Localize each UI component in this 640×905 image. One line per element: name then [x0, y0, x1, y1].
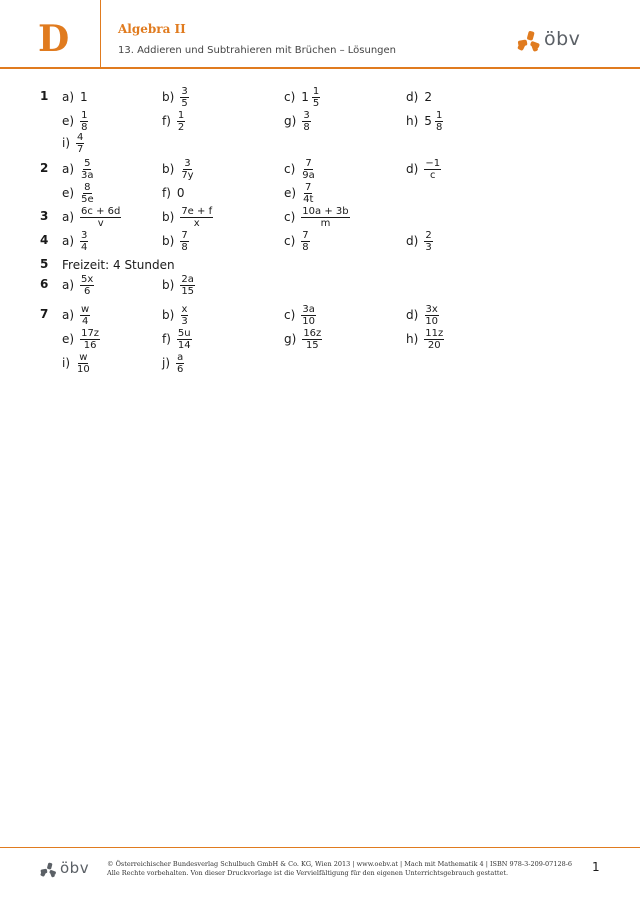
answer-item — [62, 270, 94, 300]
answer-label: a) — [62, 308, 75, 322]
fraction-numerator: −1 — [425, 157, 441, 169]
fraction-denominator: v — [97, 217, 104, 229]
answer-label: c) — [284, 90, 296, 104]
fraction-numerator: w — [81, 303, 90, 315]
answer-label: f) — [162, 332, 171, 346]
fraction-numerator: 2 — [425, 229, 432, 241]
page-number: 1 — [592, 860, 600, 874]
exercise-row — [40, 270, 600, 300]
answer-label: f) — [162, 114, 171, 128]
fraction — [180, 274, 195, 297]
oebv-star-icon — [40, 862, 57, 879]
answer-label: g) — [284, 114, 297, 128]
exercise-number: 4 — [40, 233, 49, 247]
answer-label: b) — [162, 278, 175, 292]
fraction-denominator: 5e — [81, 193, 94, 205]
answer-label: a) — [62, 210, 75, 224]
answer-label: i) — [62, 136, 71, 150]
fraction-numerator: 7 — [302, 229, 309, 241]
answer-label: h) — [406, 114, 419, 128]
fraction-numerator: 17z — [81, 327, 100, 339]
answer-label: e) — [62, 114, 75, 128]
exercise-number: 5 — [40, 257, 49, 271]
fraction-denominator: 4t — [303, 193, 314, 205]
answer-label: d) — [406, 308, 419, 322]
fraction-numerator: 3 — [303, 109, 310, 121]
fraction-denominator: 8 — [81, 121, 88, 133]
fraction-denominator: 20 — [427, 339, 441, 351]
fraction-numerator: 7 — [181, 229, 188, 241]
fraction-denominator: 10 — [425, 315, 439, 327]
fraction-denominator: 3 — [181, 315, 188, 327]
answer-label: d) — [406, 234, 419, 248]
oebv-star-icon — [517, 30, 541, 54]
fraction-denominator: 5 — [312, 97, 320, 109]
fraction — [76, 132, 84, 155]
answer-label: c) — [284, 234, 296, 248]
fraction-denominator: 7y — [181, 169, 194, 181]
fraction-denominator: 4 — [81, 315, 89, 327]
mixed-number-whole: 5 — [424, 114, 432, 128]
header-divider — [100, 0, 101, 67]
fraction-denominator: 8 — [303, 121, 310, 133]
answer-label: c) — [284, 210, 296, 224]
fraction-numerator: 8 — [84, 181, 91, 193]
fraction-denominator: 7 — [77, 143, 84, 155]
answer-label: f) — [162, 186, 171, 200]
fraction-denominator: 14 — [177, 339, 191, 351]
exercise-number: 6 — [40, 277, 49, 291]
fraction-numerator: 11z — [425, 327, 444, 339]
logo-wordmark: öbv — [60, 859, 90, 877]
answer-label: a) — [62, 234, 75, 248]
fraction-denominator: c — [429, 169, 436, 181]
exercise-number: 2 — [40, 161, 49, 175]
logo-wordmark: öbv — [544, 28, 581, 50]
answer-label: b) — [162, 210, 175, 224]
answer-value: Freizeit: 4 Stunden — [62, 258, 175, 272]
fraction-numerator: 3 — [181, 85, 188, 97]
mixed-number-whole: 1 — [301, 90, 309, 104]
fraction-denominator: 8 — [181, 241, 188, 253]
fraction-denominator: 10 — [302, 315, 316, 327]
answer-value: 0 — [176, 186, 185, 200]
answer-label: d) — [406, 90, 419, 104]
footer-line-2: Alle Rechte vorbehalten. Von dieser Druckvorlage ist die Vervielfältigung für den eigenen Unterrichtsgebrauch gestattet. — [107, 869, 509, 877]
answer-value: 2 — [424, 90, 432, 104]
fraction-numerator: 4 — [77, 131, 84, 143]
fraction-numerator: 7e + f — [181, 205, 213, 217]
fraction-numerator: w — [79, 351, 88, 363]
fraction-numerator: 1 — [312, 85, 320, 97]
footer-line-1: © Österreichischer Bundesverlag Schulbuch GmbH & Co. KG, Wien 2013 | www.oebv.at | Mach mit Mathematik 4 | ISBN 978-3-209-07128-6 — [107, 860, 573, 868]
fraction-denominator: 15 — [181, 285, 195, 297]
answer-label: e) — [62, 186, 75, 200]
fraction-denominator: 6 — [84, 285, 91, 297]
answer-label: b) — [162, 308, 175, 322]
fraction-denominator: x — [193, 217, 200, 229]
exercise-number: 7 — [40, 307, 49, 321]
fraction-denominator: 5 — [181, 97, 188, 109]
fraction-numerator: 5 — [84, 157, 91, 169]
fraction-numerator: 5u — [177, 327, 191, 339]
answer-label: b) — [162, 162, 175, 176]
answer-item — [162, 348, 184, 378]
fraction-numerator: 3x — [425, 303, 438, 315]
fraction-numerator: 3 — [81, 229, 88, 241]
fraction-numerator: 2a — [181, 273, 194, 285]
fraction-numerator: 10a + 3b — [302, 205, 349, 217]
answer-label: h) — [406, 332, 419, 346]
chapter-letter: D — [38, 18, 70, 60]
fraction-numerator: x — [181, 303, 188, 315]
header-rule — [0, 67, 640, 69]
fraction-denominator: 6 — [177, 363, 184, 375]
answer-label: g) — [284, 332, 297, 346]
answer-label: j) — [162, 356, 171, 370]
fraction — [176, 352, 184, 375]
answer-label: d) — [406, 162, 419, 176]
fraction-numerator: 16z — [303, 327, 322, 339]
fraction-denominator: 2 — [177, 121, 185, 133]
answer-value: 1 — [80, 90, 88, 104]
exercise-number: 3 — [40, 209, 49, 223]
fraction-denominator: 3a — [81, 169, 94, 181]
answer-label: a) — [62, 90, 75, 104]
fraction-numerator: a — [177, 351, 184, 363]
answer-label: a) — [62, 162, 75, 176]
fraction-numerator: 1 — [81, 109, 88, 121]
fraction-denominator: 15 — [305, 339, 319, 351]
fraction-numerator: 3a — [302, 303, 315, 315]
fraction-numerator: 1 — [435, 109, 443, 121]
answer-label: b) — [162, 234, 175, 248]
footer-rule — [0, 847, 640, 848]
page-subtitle: 13. Addieren und Subtrahieren mit Brüchen – Lösungen — [118, 45, 397, 56]
answer-label: c) — [284, 162, 296, 176]
fraction-denominator: 3 — [425, 241, 432, 253]
answer-item — [162, 270, 195, 300]
exercise-row — [40, 348, 600, 378]
answer-label: c) — [284, 308, 296, 322]
footer-copyright — [107, 860, 572, 878]
fraction-denominator: m — [320, 217, 331, 229]
answer-label: e) — [284, 186, 297, 200]
exercise-number: 1 — [40, 89, 49, 103]
fraction-numerator: 6c + 6d — [81, 205, 121, 217]
oebv-logo — [517, 28, 597, 54]
fraction-denominator: 8 — [435, 121, 443, 133]
answer-label: i) — [62, 356, 71, 370]
answer-label: a) — [62, 278, 75, 292]
fraction-numerator: 5x — [81, 273, 94, 285]
fraction-numerator: 7 — [305, 157, 312, 169]
fraction-denominator: 16 — [83, 339, 97, 351]
fraction-denominator: 8 — [302, 241, 309, 253]
answer-label: b) — [162, 90, 175, 104]
fraction-numerator: 7 — [305, 181, 312, 193]
fraction-numerator: 3 — [184, 157, 191, 169]
fraction-denominator: 10 — [77, 363, 90, 375]
fraction-numerator: 1 — [177, 109, 185, 121]
fraction-denominator: 4 — [81, 241, 88, 253]
fraction — [80, 274, 94, 297]
page-title: Algebra II — [118, 22, 186, 36]
fraction-denominator: 9a — [302, 169, 315, 181]
answer-label: e) — [62, 332, 75, 346]
fraction — [76, 352, 91, 375]
answer-item — [62, 348, 91, 378]
